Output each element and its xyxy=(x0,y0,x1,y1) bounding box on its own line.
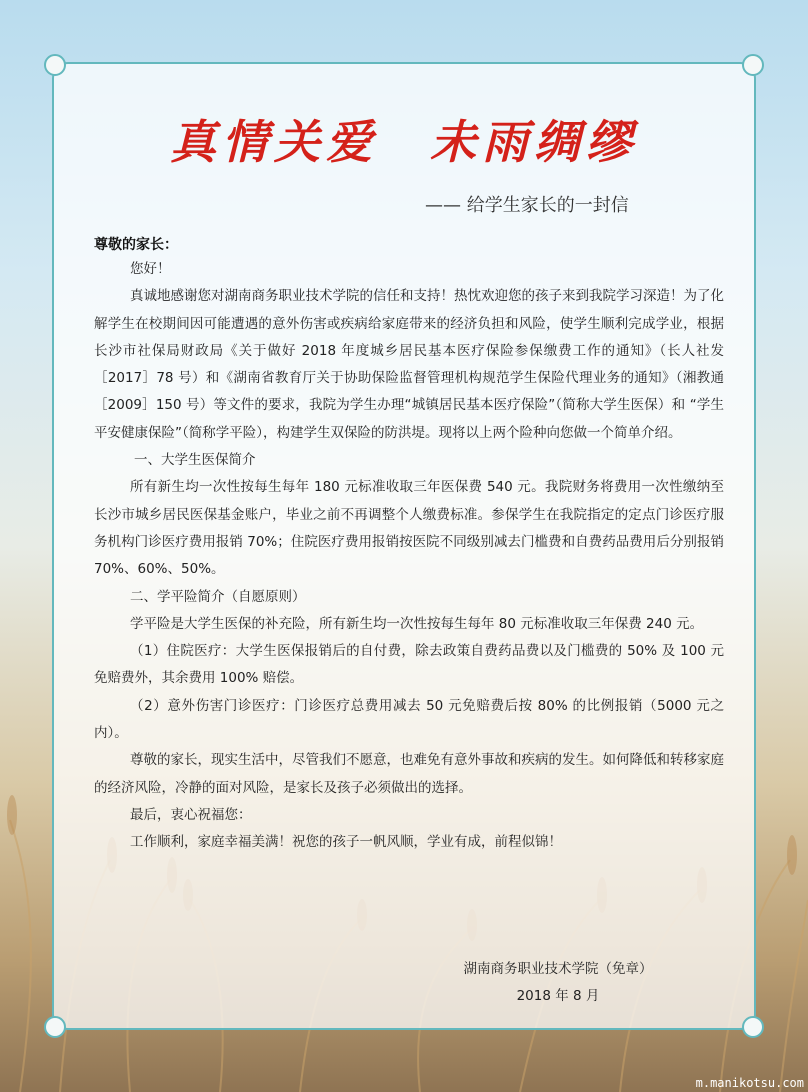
frame-corner-ornament xyxy=(742,54,764,76)
signature-org: 湖南商务职业技术学院（免章） xyxy=(463,961,653,977)
insurance-paragraph: 学平险是大学生医保的补充险，所有新生均一次性按每生每年 80 元标准收取三年保费 240 元。 xyxy=(130,615,704,632)
insurance-item-hospital: （1）住院医疗：大学生医保报销后的自付费，除去政策自费药品费以及门槛费的 50% 及 100 元免赔费外，其余费用 100% 赔偿。 xyxy=(94,643,724,687)
letter-subtitle: —— 给学生家长的一封信 xyxy=(425,195,629,216)
signature-block xyxy=(428,956,688,1010)
section-heading-medical: 一、大学生医保简介 xyxy=(134,452,256,469)
closing-paragraph: 尊敬的家长，现实生活中，尽管我们不愿意，也难免有意外事故和疾病的发生。如何降低和转移家庭的经济风险，冷静的面对风险，是家长及孩子必须做出的选择。 xyxy=(94,752,724,796)
wishes-lead: 最后，衷心祝福您： xyxy=(130,806,252,823)
frame-corner-ornament xyxy=(742,1016,764,1038)
signature-date: 2018 年 8 月 xyxy=(516,988,600,1004)
watermark: m.manikotsu.com xyxy=(695,1076,804,1090)
frame-corner-ornament xyxy=(44,54,66,76)
insurance-item-accident: （2）意外伤害门诊医疗：门诊医疗总费用减去 50 元免赔费后按 80% 的比例报销（5000 元之内）。 xyxy=(94,697,724,742)
salutation: 尊敬的家长： xyxy=(94,237,178,253)
wishes-paragraph: 工作顺利，家庭幸福美满！祝您的孩子一帆风顺，学业有成，前程似锦！ xyxy=(130,834,562,851)
section-heading-insurance: 二、学平险简介（自愿原则） xyxy=(130,588,306,605)
greeting-paragraph: 您好！ xyxy=(130,261,171,277)
frame-corner-ornament xyxy=(44,1016,66,1038)
medical-paragraph: 所有新生均一次性按每生每年 180 元标准收取三年医保费 540 元。我院财务将费用一次性缴纳至长沙市城乡居民医保基金账户，毕业之前不再调整个人缴费标准。参保学生在我院指定的定点门诊医疗服务机构门诊医疗费用报销 70%；住院医疗费用报销按医院不同级别减去门槛费和自费药品费用后分别报销 70%、60%、50%。 xyxy=(94,479,724,578)
intro-paragraph: 真诚地感谢您对湖南商务职业技术学院的信任和支持！热忱欢迎您的孩子来到我院学习深造！为了化解学生在校期间因可能遭遇的意外伤害或疾病给家庭带来的经济负担和风险，使学生顺利完成学业，根据长沙市社保局财政局《关于做好 2018 年度城乡居民基本医疗保险参保缴费工作的通知》（长人社发［2017］78 号）和《湖南省教育厅关于协助保险监督管理机构规范学生保险代理业务的通知》（湘教通［2009］150 号）等文件的要求，我院为学生办理“城镇居民基本医疗保险”（简称大学生医保）和 “学生平安健康保险”（简称学平险），构建学生双保险的防洪堤。现将以上两个险种向您做一个简单介绍。 xyxy=(94,288,724,441)
letter-body xyxy=(94,256,724,857)
letter-title: 真情关爱 未雨绸缪 xyxy=(170,115,638,169)
